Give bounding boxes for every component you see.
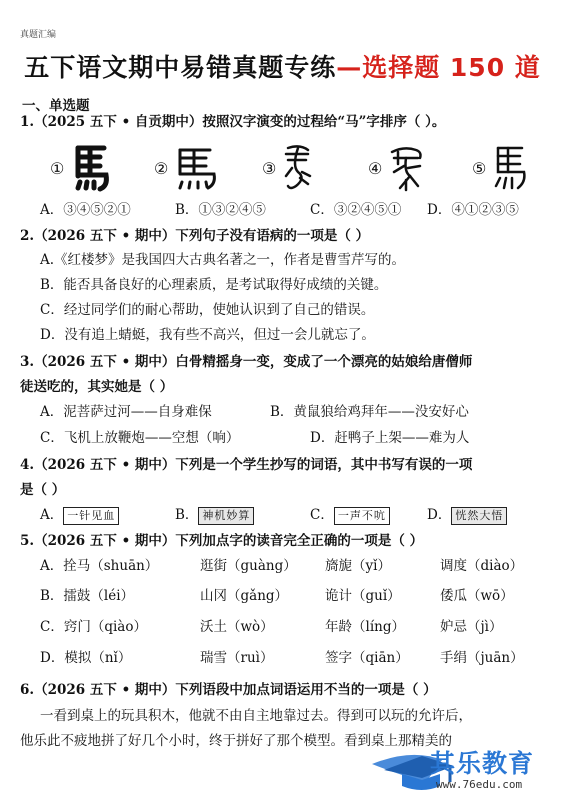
q1-option-c[interactable]: C．③②④⑤① <box>310 202 402 218</box>
glyph-num: ② <box>154 158 169 178</box>
q1-option-d[interactable]: D．④①②③⑤ <box>427 202 519 218</box>
q5-item: 诡计（guǐ） <box>325 588 401 604</box>
q4-option-a-word-box: 一针见血 <box>63 507 119 525</box>
q4-option-c[interactable] <box>310 505 390 525</box>
q4-option-c-word-box: 一声不吭 <box>334 507 390 525</box>
glyph-num: ③ <box>262 158 277 178</box>
glyph-item-3 <box>262 140 318 196</box>
question-4-stem-line-2: 是（ ） <box>20 482 66 498</box>
glyph-item-1 <box>50 140 114 196</box>
page-header-label: 真题汇编 <box>20 30 57 40</box>
q5-item: 签字（qiān） <box>325 650 409 666</box>
q3-option-a[interactable]: A．泥菩萨过河——自身难保 <box>40 404 212 420</box>
q1-option-b[interactable]: B．①③②④⑤ <box>175 202 266 218</box>
q5-item: 手绢（juān） <box>440 650 524 666</box>
q4-option-b-word-box: 神机妙算 <box>198 507 254 525</box>
q5-item: 旖旎（yǐ） <box>325 558 391 574</box>
q4-option-c-letter: C． <box>310 507 334 523</box>
q5-item: 逛街（guàng） <box>200 558 297 574</box>
question-4-stem-line-1: 4.（2026 五下 • 期中）下列是一个学生抄写的词语，其中书写有误的一项 <box>20 457 473 473</box>
logo-brand-name: 其乐教育 <box>430 749 535 778</box>
q5-item: 沃土（wò） <box>200 619 274 635</box>
q2-option-d[interactable]: D．没有追上蜻蜓，我有些不高兴，但过一会儿就忘了。 <box>40 327 375 343</box>
glyph-item-4 <box>368 140 428 196</box>
glyph-item-2 <box>154 140 222 196</box>
q2-option-a[interactable]: A.《红楼梦》是我国四大古典名著之一，作者是曹雪芹写的。 <box>40 252 406 268</box>
q5-item: 调度（diào） <box>440 558 524 574</box>
q5-option-c[interactable]: C．窍门（qiào） <box>40 619 147 635</box>
question-5-stem: 5.（2026 五下 • 期中）下列加点字的读音完全正确的一项是（ ） <box>20 533 424 549</box>
q4-option-b[interactable] <box>175 505 254 525</box>
q5-item: 妒忌（jì） <box>440 619 503 635</box>
question-1-stem: 1.（2025 五下 • 自贡期中）按照汉字演变的过程给“马”字排序（ ）。 <box>20 114 446 130</box>
page-title <box>0 48 565 84</box>
q4-option-d-word-box: 恍然大悟 <box>451 507 507 525</box>
q4-option-a[interactable] <box>40 505 119 525</box>
q3-option-c[interactable]: C．飞机上放鞭炮——空想（响） <box>40 430 240 446</box>
question-3-stem-line-2: 徒送吃的，其实她是（ ） <box>20 379 174 395</box>
glyph-num: ⑤ <box>472 158 487 178</box>
horse-glyph-bronze-icon <box>278 142 318 194</box>
horse-glyph-seal-icon <box>488 142 532 194</box>
question-6-paragraph-line-2: 他乐此不疲地拼了好几个小时，终于拼好了那个模型。看到桌上那精美的 <box>20 733 452 749</box>
q4-option-d-letter: D． <box>427 507 452 523</box>
q3-option-d[interactable]: D．赶鸭子上架——难为人 <box>310 430 470 446</box>
q2-option-b[interactable]: B．能否具备良好的心理素质，是考试取得好成绩的关键。 <box>40 277 388 293</box>
logo-url: www.76edu.com <box>436 778 523 791</box>
q5-item: 瑞雪（ruì） <box>200 650 274 666</box>
question-1-glyph-row <box>40 140 550 196</box>
horse-glyph-oracle-icon <box>384 142 428 194</box>
question-3-stem-line-1: 3.（2026 五下 • 期中）白骨精摇身一变，变成了一个漂亮的姑娘给唐僧师 <box>20 354 473 370</box>
question-6-stem: 6.（2026 五下 • 期中）下列语段中加点词语运用不当的一项是（ ） <box>20 682 437 698</box>
q3-option-b[interactable]: B．黄鼠狼给鸡拜年——没安好心 <box>270 404 469 420</box>
q4-option-d[interactable] <box>427 505 507 525</box>
q4-option-b-letter: B． <box>175 507 199 523</box>
question-6-paragraph-line-1: 一看到桌上的玩具积木，他就不由自主地靠过去。得到可以玩的允许后， <box>40 708 472 724</box>
question-2-stem: 2.（2026 五下 • 期中）下列句子没有语病的一项是（ ） <box>20 228 370 244</box>
q5-item: 倭瓜（wō） <box>440 588 514 604</box>
glyph-item-5 <box>472 140 532 196</box>
glyph-num: ① <box>50 158 65 178</box>
q4-option-a-letter: A． <box>40 507 64 523</box>
q5-option-b[interactable]: B．擂鼓（léi） <box>40 588 135 604</box>
glyph-num: ④ <box>368 158 383 178</box>
horse-glyph-traditional-icon <box>170 142 222 194</box>
title-accent: —选择题 150 道 <box>336 53 541 82</box>
horse-glyph-traditional-bold-icon <box>66 142 114 194</box>
q5-option-a[interactable]: A．拴马（shuān） <box>40 558 159 574</box>
section-heading: 一、单选题 <box>22 98 90 114</box>
q5-item: 年龄（líng） <box>325 619 405 635</box>
title-main: 五下语文期中易错真题专练 <box>24 53 337 82</box>
q1-option-a[interactable]: A．③④⑤②① <box>40 202 131 218</box>
q2-option-c[interactable]: C．经过同学们的耐心帮助，使她认识到了自己的错误。 <box>40 302 375 318</box>
q5-item: 山冈（gǎng） <box>200 588 289 604</box>
q5-option-d[interactable]: D．模拟（nǐ） <box>40 650 132 666</box>
